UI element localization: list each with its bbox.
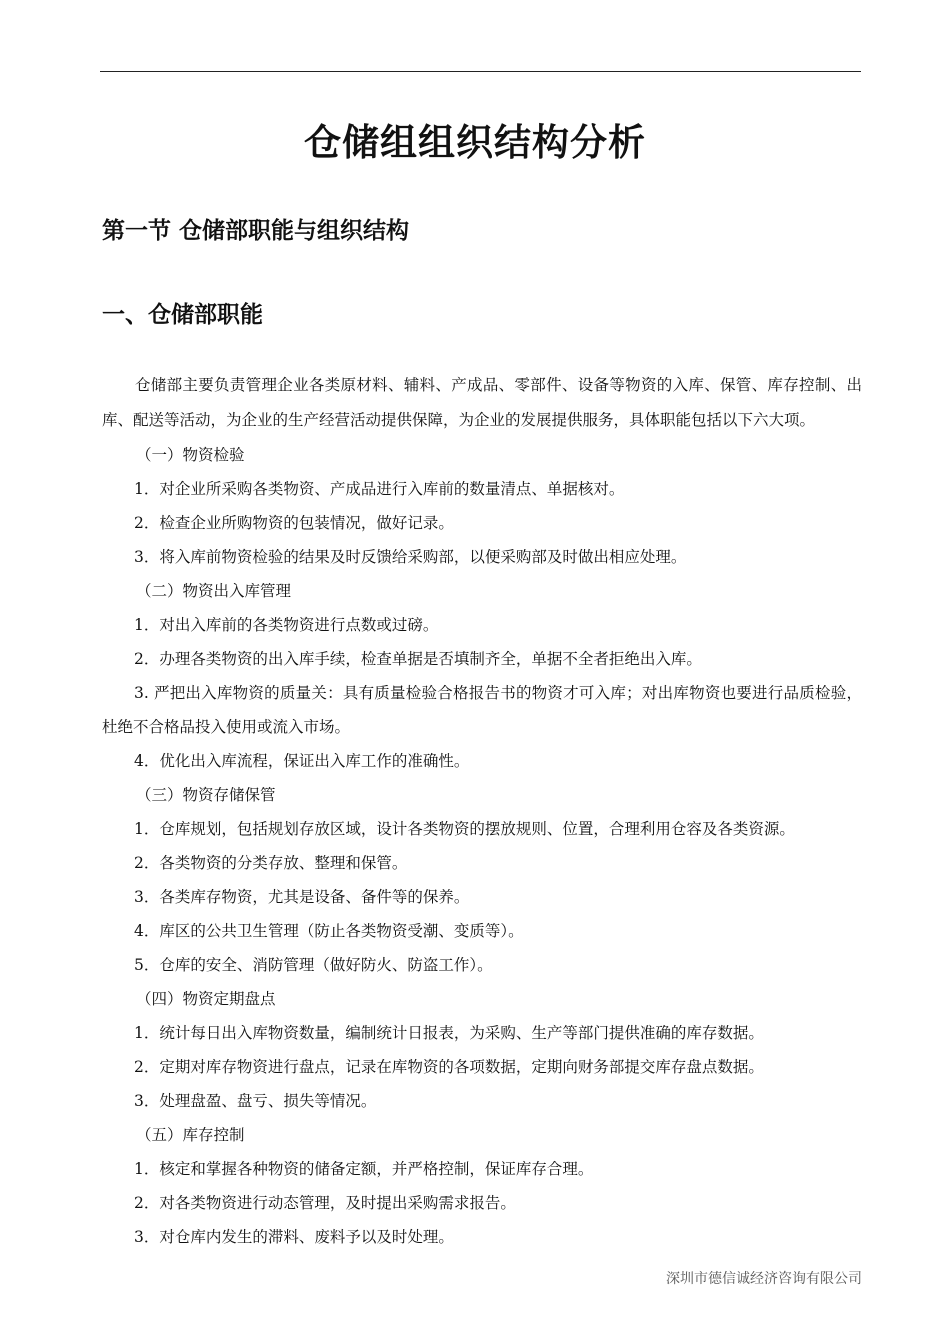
subsection-heading: 一、仓储部职能 (102, 301, 263, 328)
list-item: 2．定期对库存物资进行盘点，记录在库物资的各项数据，定期向财务部提交库存盘点数据。 (134, 1058, 764, 1076)
list-item: 4．优化出入库流程，保证出入库工作的准确性。 (134, 752, 470, 770)
group-heading: （一）物资检验 (136, 446, 245, 464)
list-item: 1．统计每日出入库物资数量，编制统计日报表，为采购、生产等部门提供准确的库存数据。 (134, 1024, 764, 1042)
section-heading: 第一节 仓储部职能与组织结构 (102, 217, 410, 244)
list-item: 3. 严把出入库物资的质量关：具有质量检验合格报告书的物资才可入库；对出库物资也要进行品质检验，杜绝不合格品投入使用或流入市场。 (102, 684, 862, 736)
list-item: 3．对仓库内发生的滞料、废料予以及时处理。 (134, 1228, 454, 1246)
group-heading: （二）物资出入库管理 (136, 582, 292, 600)
list-item: 5．仓库的安全、消防管理（做好防火、防盗工作）。 (134, 956, 493, 974)
page-footer: 深圳市德信诚经济咨询有限公司 (666, 1271, 862, 1287)
group-heading: （五）库存控制 (136, 1126, 245, 1144)
list-item: 4．库区的公共卫生管理（防止各类物资受潮、变质等）。 (134, 922, 524, 940)
list-item: 2．办理各类物资的出入库手续，检查单据是否填制齐全，单据不全者拒绝出入库。 (134, 650, 702, 668)
list-item: 1．仓库规划，包括规划存放区域，设计各类物资的摆放规则、位置，合理利用仓容及各类资源。 (134, 820, 795, 838)
list-item: 2．对各类物资进行动态管理，及时提出采购需求报告。 (134, 1194, 516, 1212)
group-heading: （三）物资存储保管 (136, 786, 276, 804)
list-item: 2．各类物资的分类存放、整理和保管。 (134, 854, 408, 872)
group-heading: （四）物资定期盘点 (136, 990, 276, 1008)
list-item: 3．将入库前物资检验的结果及时反馈给采购部，以便采购部及时做出相应处理。 (134, 548, 687, 566)
header-rule (100, 71, 861, 72)
list-item: 2．检查企业所购物资的包装情况，做好记录。 (134, 514, 454, 532)
list-item: 3．处理盘盈、盘亏、损失等情况。 (134, 1092, 377, 1110)
document-body (102, 368, 862, 1254)
list-item: 3．各类库存物资，尤其是设备、备件等的保养。 (134, 888, 470, 906)
list-item: 1．核定和掌握各种物资的储备定额，并严格控制，保证库存合理。 (134, 1160, 594, 1178)
list-item: 1．对出入库前的各类物资进行点数或过磅。 (134, 616, 439, 634)
list-item: 1．对企业所采购各类物资、产成品进行入库前的数量清点、单据核对。 (134, 480, 625, 498)
intro-paragraph: 仓储部主要负责管理企业各类原材料、辅料、产成品、零部件、设备等物资的入库、保管、库存控制、出库、配送等活动，为企业的生产经营活动提供保障，为企业的发展提供服务，具体职能包括以下六大项。 (102, 376, 862, 429)
document-title: 仓储组组织结构分析 (304, 120, 646, 164)
